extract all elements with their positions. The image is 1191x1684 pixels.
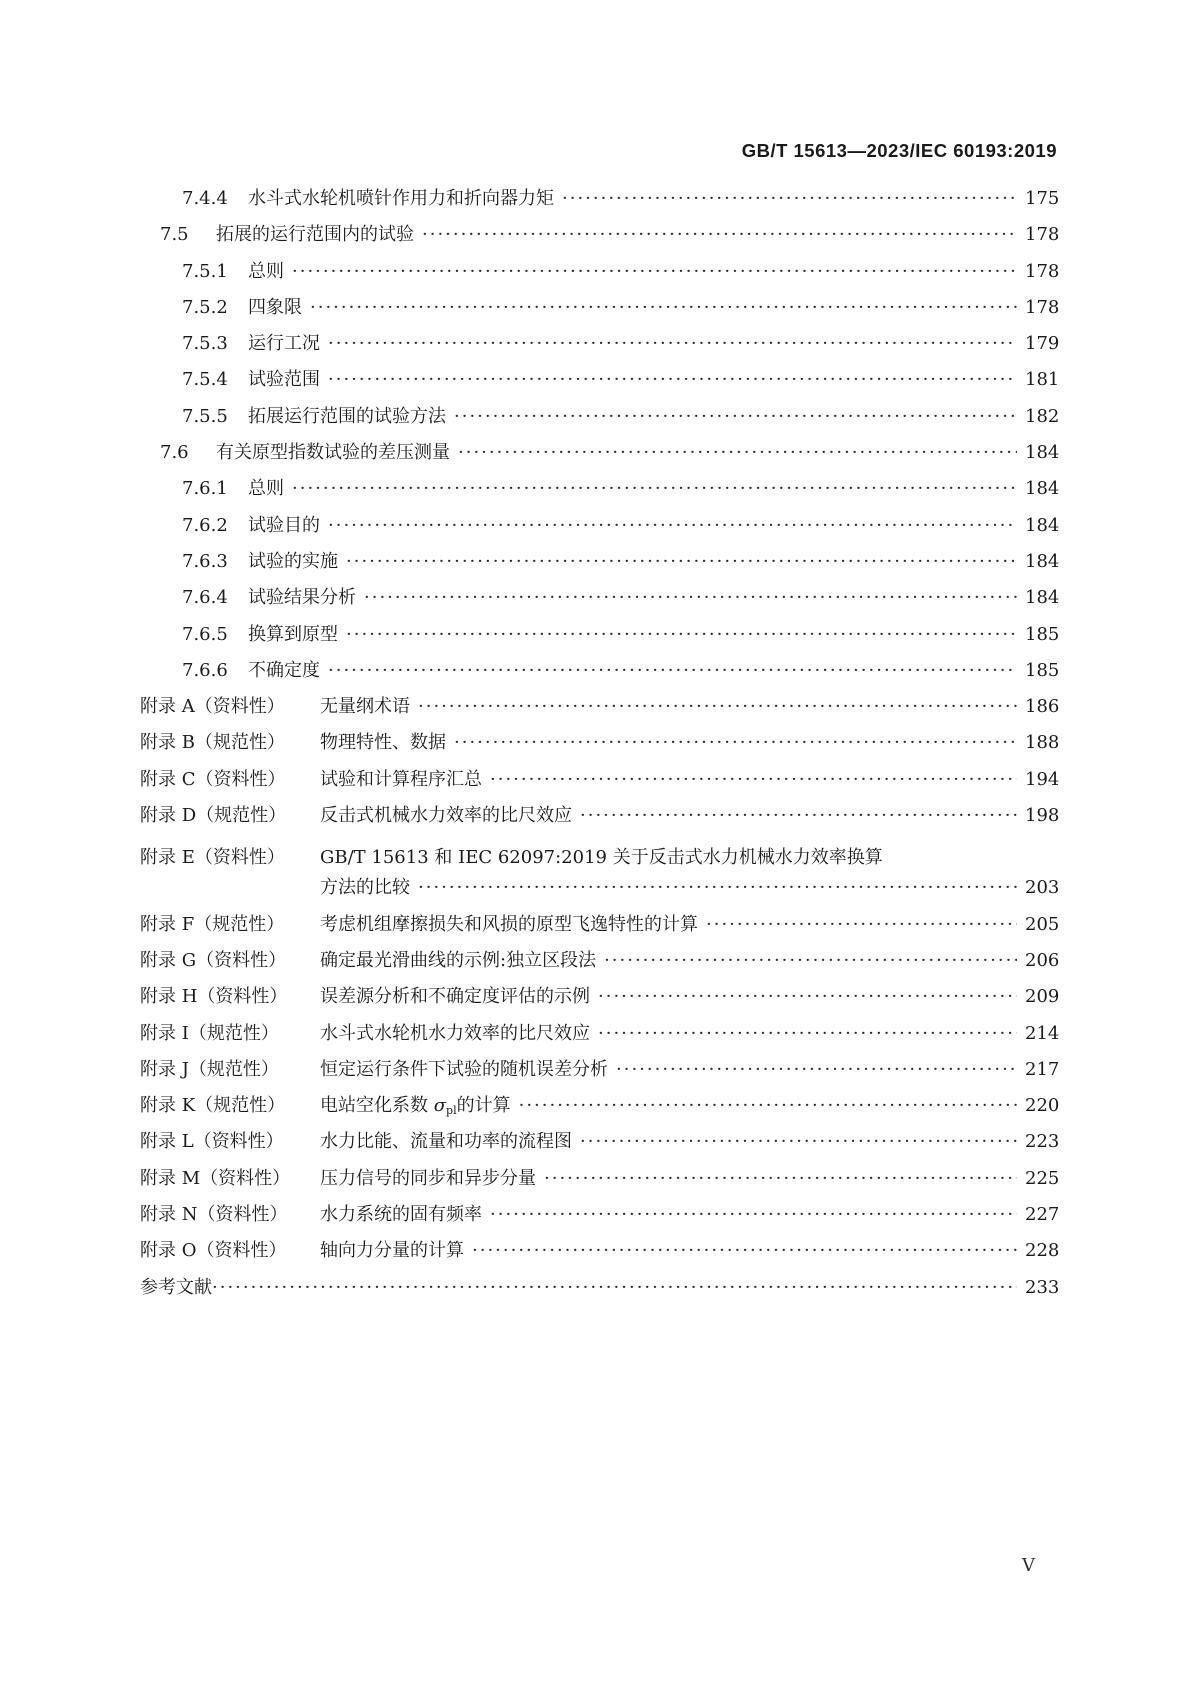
- toc-leader-dots: [519, 1097, 1017, 1115]
- toc-entry-title: 总则: [248, 478, 284, 500]
- toc-entry-number: 附录 D（规范性）: [140, 805, 287, 827]
- toc-entry-number: 7.5: [160, 224, 189, 246]
- toc-entry-page: 184: [1025, 442, 1060, 464]
- toc-entry-page: 184: [1025, 587, 1060, 609]
- toc-entry-title: 试验范围: [248, 369, 320, 391]
- toc-leader-dots: [598, 1025, 1017, 1043]
- toc-entry-title: 压力信号的同步和异步分量: [320, 1167, 536, 1189]
- toc-leader-dots: [364, 589, 1017, 607]
- toc-entry[interactable]: [140, 442, 1060, 480]
- toc-sections: [140, 188, 1060, 698]
- toc-entry-appendix-k[interactable]: [140, 1095, 1060, 1133]
- toc-leader-dots: [422, 226, 1017, 244]
- toc-entry[interactable]: [140, 296, 1060, 335]
- toc-entry-page: 178: [1025, 296, 1060, 318]
- toc-entry-references[interactable]: [140, 1276, 1060, 1315]
- toc-appendices-a-d: [140, 696, 1060, 843]
- sigma-symbol: σ: [433, 1095, 447, 1117]
- toc-entry[interactable]: [140, 1204, 1060, 1242]
- toc-entry-title: 恒定运行条件下试验的随机误差分析: [320, 1058, 608, 1080]
- toc-entry-number: 7.5.3: [182, 333, 228, 355]
- toc-entry[interactable]: [140, 405, 1060, 444]
- toc-entry-number: 附录 L（资料性）: [140, 1131, 284, 1153]
- toc-leader-dots: [292, 263, 1017, 281]
- title-prefix: 电站空化系数: [320, 1095, 434, 1117]
- toc-entry-title: 试验目的: [248, 514, 320, 536]
- toc-entry-page: 220: [1025, 1095, 1060, 1117]
- toc-entry-page: 214: [1025, 1022, 1060, 1044]
- toc-entry-number: 附录 G（资料性）: [140, 949, 287, 971]
- toc-entry-title: 物理特性、数据: [320, 732, 446, 754]
- table-of-contents: [140, 188, 1060, 1315]
- toc-entry-number: 附录 M（资料性）: [140, 1167, 291, 1189]
- toc-entry-title: 试验的实施: [248, 550, 338, 572]
- title-suffix: 的计算: [456, 1095, 511, 1117]
- toc-entry-title: 确定最光滑曲线的示例:独立区段法: [320, 949, 597, 971]
- toc-entry-page: 186: [1025, 696, 1060, 718]
- toc-entry-page: 225: [1025, 1167, 1060, 1189]
- toc-leader-dots: [328, 371, 1017, 389]
- toc-leader-dots: [454, 408, 1017, 426]
- toc-entry-title: 误差源分析和不确定度评估的示例: [320, 986, 590, 1008]
- toc-leader-dots: [490, 1206, 1017, 1224]
- toc-entry[interactable]: [140, 188, 1060, 226]
- toc-entry-number: 7.6.4: [182, 587, 228, 609]
- toc-entry-page: 228: [1025, 1240, 1060, 1262]
- toc-entry-title: 换算到原型: [248, 623, 338, 645]
- toc-leader-dots: [328, 335, 1017, 353]
- toc-entry-number: 7.5.5: [182, 405, 228, 427]
- toc-leader-dots: [418, 879, 1017, 897]
- toc-entry-title: 有关原型指数试验的差压测量: [216, 442, 450, 464]
- toc-entry-appendix-e-cont[interactable]: [140, 877, 1060, 915]
- toc-entry[interactable]: [140, 805, 1060, 843]
- toc-entry-number: 7.5.4: [182, 369, 228, 391]
- toc-leader-dots: [472, 1242, 1017, 1260]
- toc-entry[interactable]: [140, 659, 1060, 698]
- toc-entry[interactable]: [140, 333, 1060, 371]
- toc-entry-title: 不确定度: [248, 659, 320, 681]
- toc-entry[interactable]: [140, 369, 1060, 407]
- toc-entry-number: 7.5.2: [182, 296, 228, 318]
- toc-entry-page: 227: [1025, 1204, 1060, 1226]
- toc-entry-number: 附录 B（规范性）: [140, 732, 285, 754]
- toc-entry-title: 拓展运行范围的试验方法: [248, 405, 446, 427]
- toc-entry[interactable]: [140, 514, 1060, 553]
- toc-entry-page: 188: [1025, 732, 1060, 754]
- toc-entry[interactable]: [140, 1131, 1060, 1169]
- toc-entry-title: 总则: [248, 260, 284, 282]
- toc-entry[interactable]: [140, 1058, 1060, 1097]
- toc-leader-dots: [604, 952, 1017, 970]
- toc-leader-dots: [346, 626, 1017, 644]
- toc-entry-title: GB/T 15613 和 IEC 62097:2019 关于反击式水力机械水力效率换算: [320, 847, 883, 869]
- toc-leader-dots: [292, 480, 1017, 498]
- toc-entry-title: 轴向力分量的计算: [320, 1240, 464, 1262]
- toc-entry[interactable]: [140, 732, 1060, 770]
- toc-entry[interactable]: [140, 949, 1060, 988]
- toc-entry-number: 7.6.3: [182, 550, 228, 572]
- toc-entry-number: 7.5.1: [182, 260, 228, 282]
- toc-entry-title: 水力比能、流量和功率的流程图: [320, 1131, 572, 1153]
- toc-entry-page: 182: [1025, 405, 1060, 427]
- toc-leader-dots: [616, 1061, 1017, 1079]
- toc-leader-dots: [598, 988, 1017, 1006]
- toc-entry-number: 7.6: [160, 442, 189, 464]
- toc-entry[interactable]: [140, 224, 1060, 262]
- toc-entry-title: 考虑机组摩擦损失和风损的原型飞逸特性的计算: [320, 913, 698, 935]
- toc-entry[interactable]: [140, 913, 1060, 952]
- toc-entry-number: 附录 I（规范性）: [140, 1022, 279, 1044]
- toc-entry[interactable]: [140, 623, 1060, 662]
- toc-entry-page: 209: [1025, 986, 1060, 1008]
- toc-entry-title: 试验结果分析: [248, 587, 356, 609]
- toc-entry-page: 223: [1025, 1131, 1060, 1153]
- toc-entry-number: 附录 J（规范性）: [140, 1058, 279, 1080]
- toc-leader-dots: [328, 662, 1017, 680]
- toc-entry-number: 附录 O（资料性）: [140, 1240, 287, 1262]
- toc-entry-page: 194: [1025, 768, 1060, 790]
- toc-entry-title: [320, 1097, 511, 1116]
- toc-entry[interactable]: [140, 696, 1060, 734]
- toc-entry-page: 233: [1025, 1276, 1060, 1298]
- toc-leader-dots: [544, 1170, 1017, 1188]
- toc-entry[interactable]: [140, 1240, 1060, 1278]
- toc-entry-title: 水斗式水轮机喷针作用力和折向器力矩: [248, 188, 554, 209]
- toc-entry-number: 7.4.4: [182, 188, 228, 209]
- subscript: pl: [446, 1104, 457, 1118]
- toc-entry-page: 175: [1025, 188, 1060, 209]
- toc-leader-dots: [580, 807, 1017, 825]
- toc-entry-page: 205: [1025, 913, 1060, 935]
- toc-leader-dots: [458, 444, 1017, 462]
- toc-leader-dots: [346, 553, 1017, 571]
- toc-entry-appendix-e[interactable]: [140, 843, 1057, 879]
- toc-entry[interactable]: [140, 986, 1060, 1024]
- standard-code-header: GB/T 15613—2023/IEC 60193:2019: [741, 140, 1057, 161]
- toc-entry-title: 水力系统的固有频率: [320, 1204, 482, 1226]
- toc-entry-number: 附录 N（资料性）: [140, 1204, 288, 1226]
- toc-entry-page: 178: [1025, 260, 1060, 282]
- toc-entry-number: 附录 C（资料性）: [140, 768, 286, 790]
- toc-entry-title: 反击式机械水力效率的比尺效应: [320, 805, 572, 827]
- toc-leader-dots: [706, 916, 1017, 934]
- toc-entry-title: 参考文献: [140, 1276, 212, 1298]
- toc-entry[interactable]: [140, 550, 1060, 589]
- toc-entry-page: 217: [1025, 1058, 1060, 1080]
- toc-entry-page: 178: [1025, 224, 1060, 246]
- toc-leader-dots: [454, 734, 1017, 752]
- toc-entry-title: 水斗式水轮机水力效率的比尺效应: [320, 1022, 590, 1044]
- toc-entry-number: 附录 H（资料性）: [140, 986, 288, 1008]
- toc-leader-dots: [310, 299, 1017, 317]
- toc-entry-number: 7.6.1: [182, 478, 228, 500]
- toc-entry-label: 附录 E（资料性）: [140, 847, 285, 869]
- toc-entry-title: 四象限: [248, 296, 302, 318]
- toc-entry-label: 附录 K（规范性）: [140, 1095, 286, 1117]
- toc-leader-dots: [562, 190, 1017, 208]
- toc-entry-page: 184: [1025, 478, 1060, 500]
- toc-appendices-l-o: [140, 1131, 1060, 1278]
- toc-entry[interactable]: [140, 478, 1060, 516]
- toc-entry-title: 无量纲术语: [320, 696, 410, 718]
- toc-leader-dots: [328, 517, 1017, 535]
- toc-entry-page: 185: [1025, 659, 1060, 681]
- toc-entry[interactable]: [140, 587, 1060, 625]
- toc-entry-page: 203: [1025, 877, 1060, 899]
- toc-leader-dots: [418, 698, 1017, 716]
- toc-entry[interactable]: [140, 1167, 1060, 1206]
- toc-entry-page: 206: [1025, 949, 1060, 971]
- toc-entry-page: 184: [1025, 550, 1060, 572]
- toc-entry-number: 附录 A（资料性）: [140, 696, 285, 718]
- toc-entry-number: 7.6.6: [182, 659, 228, 681]
- toc-entry[interactable]: [140, 768, 1060, 807]
- toc-entry[interactable]: [140, 1022, 1060, 1061]
- toc-entry-title: 试验和计算程序汇总: [320, 768, 482, 790]
- toc-entry[interactable]: [140, 260, 1060, 299]
- toc-leader-dots: [490, 771, 1017, 789]
- toc-entry-title: 运行工况: [248, 333, 320, 355]
- toc-entry-page: 184: [1025, 514, 1060, 536]
- toc-entry-title: 拓展的运行范围内的试验: [216, 224, 414, 246]
- toc-entry-number: 7.6.2: [182, 514, 228, 536]
- toc-leader-dots: [212, 1279, 1017, 1297]
- toc-entry-page: 181: [1025, 369, 1060, 391]
- toc-entry-number: 7.6.5: [182, 623, 228, 645]
- page-number: V: [1022, 1555, 1035, 1576]
- toc-entry-title: 方法的比较: [320, 877, 410, 899]
- toc-appendices-f-j: [140, 913, 1060, 1097]
- toc-leader-dots: [580, 1133, 1017, 1151]
- toc-entry-number: 附录 F（规范性）: [140, 913, 285, 935]
- toc-entry-page: 179: [1025, 333, 1060, 355]
- toc-entry-page: 185: [1025, 623, 1060, 645]
- toc-entry-page: 198: [1025, 805, 1060, 827]
